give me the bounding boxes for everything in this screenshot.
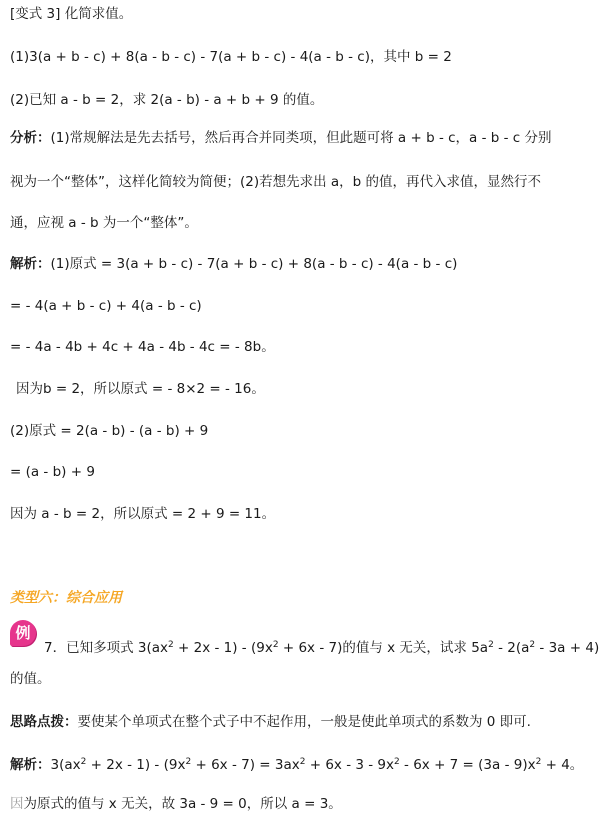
solution-2-label: 解析： bbox=[10, 757, 51, 773]
variant-heading: [变式 3] 化简求值。 bbox=[10, 6, 133, 22]
analysis-label: 分析： bbox=[10, 130, 51, 146]
analysis-line-2: 视为一个“整体”，这样化简较为简便；(2)若想先求出 a，b 的值，再代入求值，显然行不 bbox=[10, 174, 542, 190]
section-title: 类型六：综合应用 bbox=[10, 590, 122, 606]
solution-2-line-1: 解析：$3(ax^2 + 2x - 1) - (9x^2 + 6x - 7) = 3ax^2 + 6x - 3 - 9x^2 - 6x + 7 = (3a - 9)x^2 + 4$。 bbox=[10, 757, 584, 773]
solution-label: 解析： bbox=[10, 256, 51, 272]
solution-line-7: 因为 a - b = 2，所以原式 = 2 + 9 = 11。 bbox=[10, 506, 276, 522]
question-2: (2)已知 a - b = 2，求 2(a - b) - a + b + 9 的值。 bbox=[10, 92, 324, 108]
solution-line-4: 因为b = 2，所以原式 = - 8×2 = - 16。 bbox=[16, 381, 265, 397]
example-badge-icon: 例 bbox=[10, 620, 36, 646]
solution-line-5: (2)原式 = 2(a - b) - (a - b) + 9 bbox=[10, 423, 209, 439]
hint-label: 思路点拨： bbox=[10, 714, 78, 730]
hint-line: 思路点拨：要使某个单项式在整个式子中不起作用，一般是使此单项式的系数为 0 即可. bbox=[10, 714, 531, 730]
analysis-line-3: 通，应视 a - b 为一个“整体”。 bbox=[10, 215, 198, 231]
example-7-line-1: 7．已知多项式 $3(ax^2 + 2x - 1) - (9x^2 + 6x - 7)$的值与 x 无关，试求 $5a^2 - 2(a^2 - 3a + 4)$ bbox=[44, 640, 599, 656]
solution-line-3: = - 4a - 4b + 4c + 4a - 4b - 4c = - 8b。 bbox=[10, 339, 275, 355]
solution-line-1: 解析：(1)原式 = 3(a + b - c) - 7(a + b - c) + 8(a - b - c) - 4(a - b - c) bbox=[10, 256, 458, 272]
solution-2-line-2: 因为原式的值与 x 无关，故 3a - 9 = 0，所以 a = 3。 bbox=[10, 796, 342, 812]
example-7-line-2: 的值。 bbox=[10, 671, 51, 687]
watermark-char: 因 bbox=[10, 796, 24, 812]
analysis-line-1: 分析：(1)常规解法是先去括号，然后再合并同类项，但此题可将 a + b - c，a - b - c 分别 bbox=[10, 130, 552, 146]
question-1: (1)3(a + b - c) + 8(a - b - c) - 7(a + b - c) - 4(a - b - c)，其中 b = 2 bbox=[10, 49, 452, 65]
solution-line-6: = (a - b) + 9 bbox=[10, 464, 95, 480]
solution-line-2: = - 4(a + b - c) + 4(a - b - c) bbox=[10, 298, 202, 314]
